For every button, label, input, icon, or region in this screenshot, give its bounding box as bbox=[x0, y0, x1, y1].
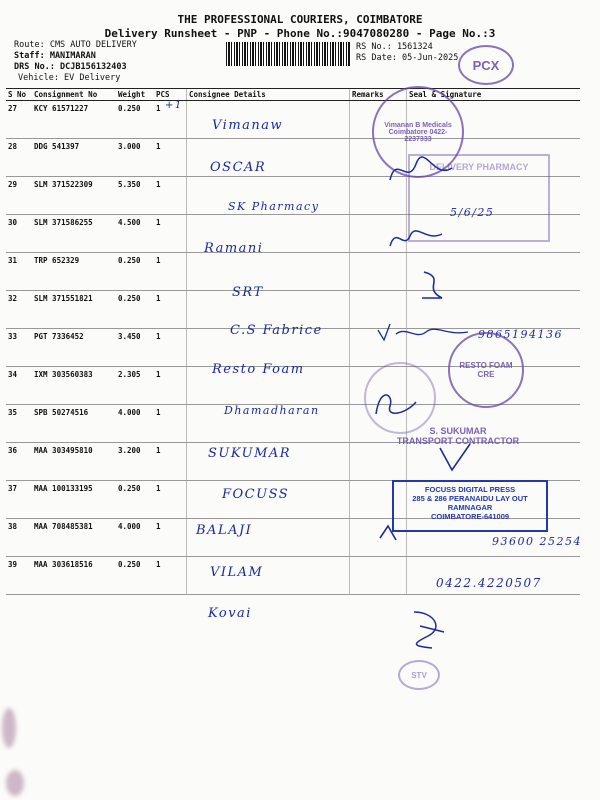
sukumar-stamp-title: TRANSPORT CONTRACTOR bbox=[396, 436, 520, 446]
sukumar-stamp-name: S. SUKUMAR bbox=[429, 426, 487, 436]
row-weight: 4.500 bbox=[116, 215, 154, 253]
row-sno: 32 bbox=[6, 291, 32, 329]
row-weight: 0.250 bbox=[116, 481, 154, 519]
row-pcs: 1 bbox=[154, 405, 187, 443]
row-consignment: IXM 303560383 bbox=[32, 367, 116, 405]
col-consignment: Consignment No bbox=[32, 89, 116, 101]
ink-smudge bbox=[2, 708, 16, 748]
row-weight: 3.200 bbox=[116, 443, 154, 481]
row-weight: 0.250 bbox=[116, 291, 154, 329]
row-pcs: 1 bbox=[154, 139, 187, 177]
row-sno: 34 bbox=[6, 367, 32, 405]
row-sno: 38 bbox=[6, 519, 32, 557]
row-consignment: MAA 303618516 bbox=[32, 557, 116, 595]
pharmacy-stamp: DELIVERY PHARMACY bbox=[408, 154, 550, 242]
date-note: 5/6/25 bbox=[450, 206, 495, 219]
col-signature: Seal & Signature bbox=[407, 89, 581, 101]
handwritten-name: SK Pharmacy bbox=[228, 200, 320, 213]
col-weight: Weight bbox=[116, 89, 154, 101]
col-consignee: Consignee Details bbox=[187, 89, 350, 101]
row-weight: 2.305 bbox=[116, 367, 154, 405]
handwritten-name: SRT bbox=[232, 285, 264, 300]
row-pcs: 1 bbox=[154, 481, 187, 519]
col-sno: S No bbox=[6, 89, 32, 101]
row-weight: 0.250 bbox=[116, 253, 154, 291]
row-sno: 28 bbox=[6, 139, 32, 177]
handwritten-name: FOCUSS bbox=[222, 487, 290, 502]
row-consignment: MAA 708485381 bbox=[32, 519, 116, 557]
pcs-note: +1 bbox=[165, 100, 183, 111]
row-consignment: TRP 652329 bbox=[32, 253, 116, 291]
vehicle-label: Vehicle: EV Delivery bbox=[18, 73, 121, 83]
row-sno: 39 bbox=[6, 557, 32, 595]
signature-scribble bbox=[386, 150, 456, 190]
rs-number: RS No.: 1561324 bbox=[356, 42, 433, 52]
row-consignment: MAA 100133195 bbox=[32, 481, 116, 519]
handwritten-name: Vimanaw bbox=[212, 118, 284, 133]
row-weight: 3.000 bbox=[116, 139, 154, 177]
row-sno: 30 bbox=[6, 215, 32, 253]
row-consignment: MAA 303495810 bbox=[32, 443, 116, 481]
row-sno: 35 bbox=[6, 405, 32, 443]
row-consignment: SLM 371522309 bbox=[32, 177, 116, 215]
handwritten-name: SUKUMAR bbox=[208, 446, 292, 461]
focuss-stamp-line: RAMNAGAR bbox=[447, 503, 493, 512]
focuss-stamp bbox=[392, 480, 548, 532]
row-consignment: SLM 371551821 bbox=[32, 291, 116, 329]
row-pcs: 1 bbox=[154, 253, 187, 291]
signature-scribble bbox=[376, 520, 406, 544]
row-consignment: KCY 61571227 bbox=[32, 101, 116, 139]
handwritten-name: Kovai bbox=[208, 606, 252, 621]
signature-scribble bbox=[376, 320, 472, 344]
handwritten-name: Ramani bbox=[204, 241, 264, 256]
ink-smudge bbox=[6, 770, 24, 796]
handwritten-name: Resto Foam bbox=[212, 362, 305, 377]
runsheet-subtitle: Delivery Runsheet - PNP - Phone No.:9047080280 - Page No.:3 bbox=[104, 27, 496, 40]
vimanan-stamp: Vimanan B Medicals Coimbatore 0422-2237333 bbox=[372, 86, 464, 178]
table-header bbox=[6, 89, 580, 101]
handwritten-name: Dhamadharan bbox=[224, 404, 320, 417]
col-remarks: Remarks bbox=[350, 89, 407, 101]
signature-scribble bbox=[436, 440, 476, 480]
row-consignee bbox=[187, 253, 350, 291]
row-weight: 5.350 bbox=[116, 177, 154, 215]
signature-scribble bbox=[404, 606, 454, 650]
row-sno: 37 bbox=[6, 481, 32, 519]
phone-note: 0422.4220507 bbox=[436, 576, 542, 590]
pcx-stamp: PCX bbox=[458, 45, 514, 85]
drs-label: DRS No.: DCJB156132403 bbox=[14, 62, 127, 72]
row-pcs: 1 bbox=[154, 177, 187, 215]
row-pcs: 1 bbox=[154, 329, 187, 367]
row-weight: 0.250 bbox=[116, 101, 154, 139]
company-title: THE PROFESSIONAL COURIERS, COIMBATORE bbox=[177, 13, 423, 26]
handwritten-name: VILAM bbox=[210, 565, 264, 580]
row-consignment: DDG 541397 bbox=[32, 139, 116, 177]
row-pcs: 1 bbox=[154, 215, 187, 253]
signature-scribble bbox=[386, 226, 446, 252]
row-pcs: 1 bbox=[154, 443, 187, 481]
row-sno: 29 bbox=[6, 177, 32, 215]
focuss-stamp-line: 285 & 286 PERANAIDU LAY OUT bbox=[412, 494, 528, 503]
row-consignment: PGT 7336452 bbox=[32, 329, 116, 367]
row-weight: 3.450 bbox=[116, 329, 154, 367]
table-row bbox=[6, 253, 580, 291]
barcode bbox=[226, 42, 351, 66]
stv-stamp: STV bbox=[398, 660, 440, 690]
focuss-stamp-line: COIMBATORE-641009 bbox=[430, 512, 510, 521]
row-pcs: 1 bbox=[154, 367, 187, 405]
row-consignment: SPB 50274516 bbox=[32, 405, 116, 443]
phone-note: 9865194136 bbox=[478, 328, 563, 341]
handwritten-name: OSCAR bbox=[210, 160, 267, 175]
row-sno: 27 bbox=[6, 101, 32, 139]
staff-label: Staff: MANIMARAN bbox=[14, 51, 96, 61]
row-weight: 4.000 bbox=[116, 519, 154, 557]
handwritten-name: C.S Fabrice bbox=[230, 323, 323, 338]
route-label: Route: CMS AUTO DELIVERY bbox=[14, 40, 137, 50]
row-pcs: 1 bbox=[154, 101, 187, 139]
row-pcs: 1 bbox=[154, 291, 187, 329]
col-pcs: PCS bbox=[154, 89, 187, 101]
phone-note: 93600 25254 bbox=[492, 535, 582, 548]
signature-scribble bbox=[416, 268, 456, 304]
row-remarks bbox=[350, 253, 407, 291]
row-sno: 33 bbox=[6, 329, 32, 367]
resto-foam-stamp: RESTO FOAM CRE bbox=[448, 332, 524, 408]
rs-date: RS Date: 05-Jun-2025 bbox=[356, 53, 459, 63]
row-weight: 0.250 bbox=[116, 557, 154, 595]
row-remarks bbox=[350, 557, 407, 595]
row-consignment: SLM 371586255 bbox=[32, 215, 116, 253]
focuss-stamp-line: FOCUSS DIGITAL PRESS bbox=[424, 485, 516, 494]
table-row bbox=[6, 101, 580, 139]
handwritten-name: BALAJI bbox=[196, 523, 253, 538]
row-sno: 36 bbox=[6, 443, 32, 481]
row-pcs: 1 bbox=[154, 557, 187, 595]
row-sno: 31 bbox=[6, 253, 32, 291]
row-weight: 4.000 bbox=[116, 405, 154, 443]
row-pcs: 1 bbox=[154, 519, 187, 557]
signature-scribble bbox=[370, 384, 420, 420]
